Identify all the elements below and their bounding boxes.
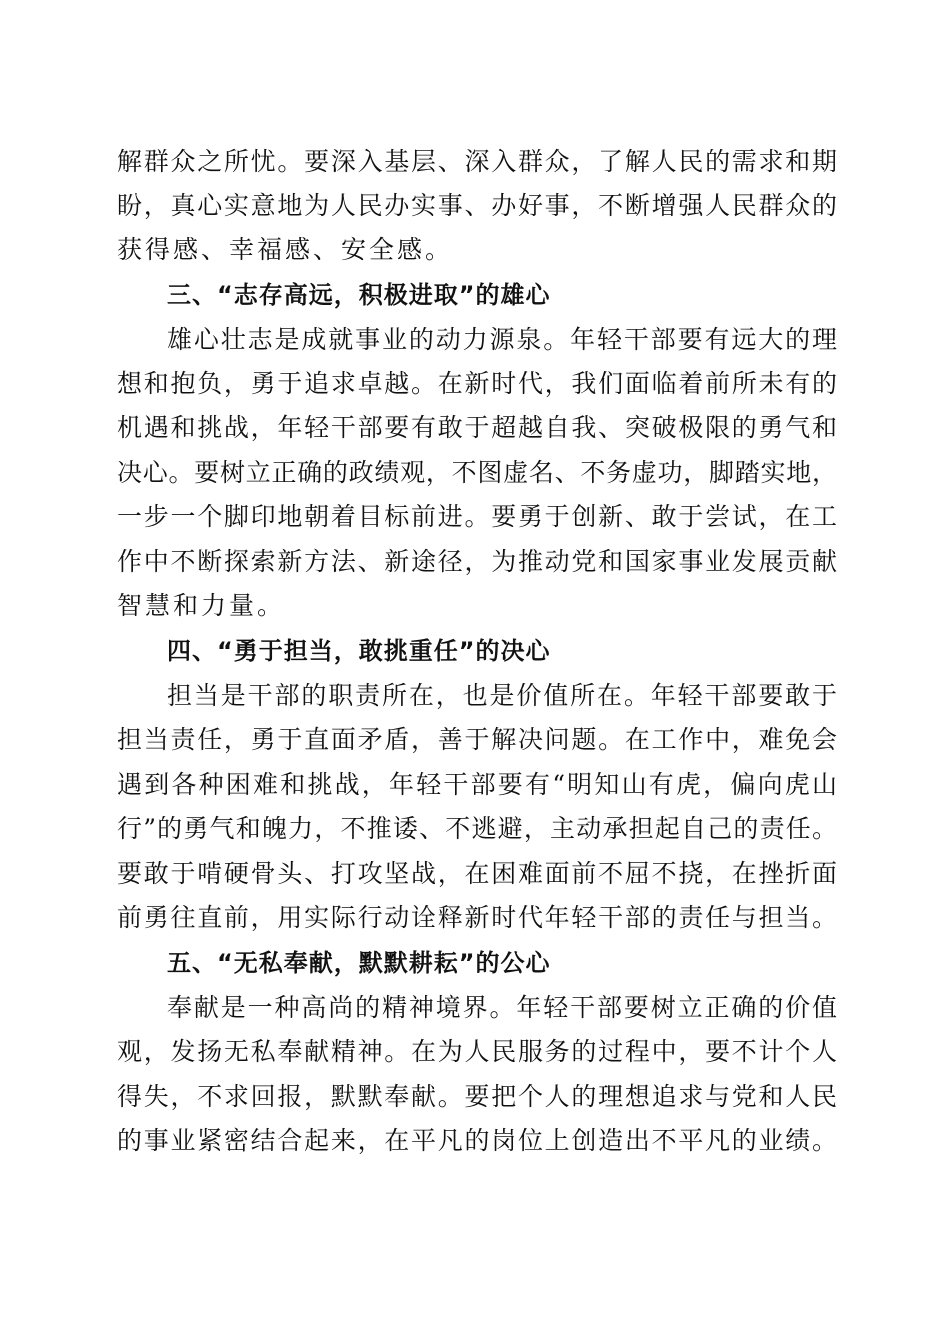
paragraph-line: 遇到各种困难和挑战，年轻干部要有“明知山有虎，偏向虎山 bbox=[117, 770, 837, 799]
paragraph-line: 担当责任，勇于直面矛盾，善于解决问题。在工作中，难免会 bbox=[117, 725, 837, 754]
paragraph-line: 决心。要树立正确的政绩观，不图虚名、不务虚功，脚踏实地， bbox=[117, 458, 837, 487]
paragraph-line: 想和抱负，勇于追求卓越。在新时代，我们面临着前所未有的 bbox=[117, 369, 837, 398]
paragraph-line: 解群众之所忧。要深入基层、深入群众，了解人民的需求和期 bbox=[117, 147, 837, 176]
paragraph-line: 一步一个脚印地朝着目标前进。要勇于创新、敢于尝试，在工 bbox=[117, 502, 837, 531]
paragraph-line: 行”的勇气和魄力，不推诿、不逃避，主动承担起自己的责任。 bbox=[117, 814, 837, 843]
paragraph-line: 盼，真心实意地为人民办实事、办好事，不断增强人民群众的 bbox=[117, 191, 837, 220]
paragraph-line: 的事业紧密结合起来，在平凡的岗位上创造出不平凡的业绩。 bbox=[117, 1126, 837, 1155]
paragraph-line: 智慧和力量。 bbox=[117, 591, 286, 620]
paragraph-line: 获得感、幸福感、安全感。 bbox=[117, 235, 454, 264]
paragraph-line: 奉献是一种高尚的精神境界。年轻干部要树立正确的价值 bbox=[167, 993, 837, 1022]
section-heading-4: 四、“勇于担当，敢挑重任”的决心 bbox=[167, 637, 551, 665]
paragraph-line: 前勇往直前，用实际行动诠释新时代年轻干部的责任与担当。 bbox=[117, 903, 837, 932]
section-heading-3: 三、“志存高远，积极进取”的雄心 bbox=[167, 281, 551, 309]
paragraph-line: 观，发扬无私奉献精神。在为人民服务的过程中，要不计个人 bbox=[117, 1037, 837, 1066]
section-heading-5: 五、“无私奉献，默默耕耘”的公心 bbox=[167, 949, 551, 977]
paragraph-line: 机遇和挑战，年轻干部要有敢于超越自我、突破极限的勇气和 bbox=[117, 413, 837, 442]
paragraph-line: 作中不断探索新方法、新途径，为推动党和国家事业发展贡献 bbox=[117, 547, 837, 576]
paragraph-line: 担当是干部的职责所在，也是价值所在。年轻干部要敢于 bbox=[167, 681, 837, 710]
paragraph-line: 要敢于啃硬骨头、打攻坚战，在困难面前不屈不挠，在挫折面 bbox=[117, 859, 837, 888]
paragraph-line: 得失，不求回报，默默奉献。要把个人的理想追求与党和人民 bbox=[117, 1082, 837, 1111]
paragraph-line: 雄心壮志是成就事业的动力源泉。年轻干部要有远大的理 bbox=[167, 325, 837, 354]
